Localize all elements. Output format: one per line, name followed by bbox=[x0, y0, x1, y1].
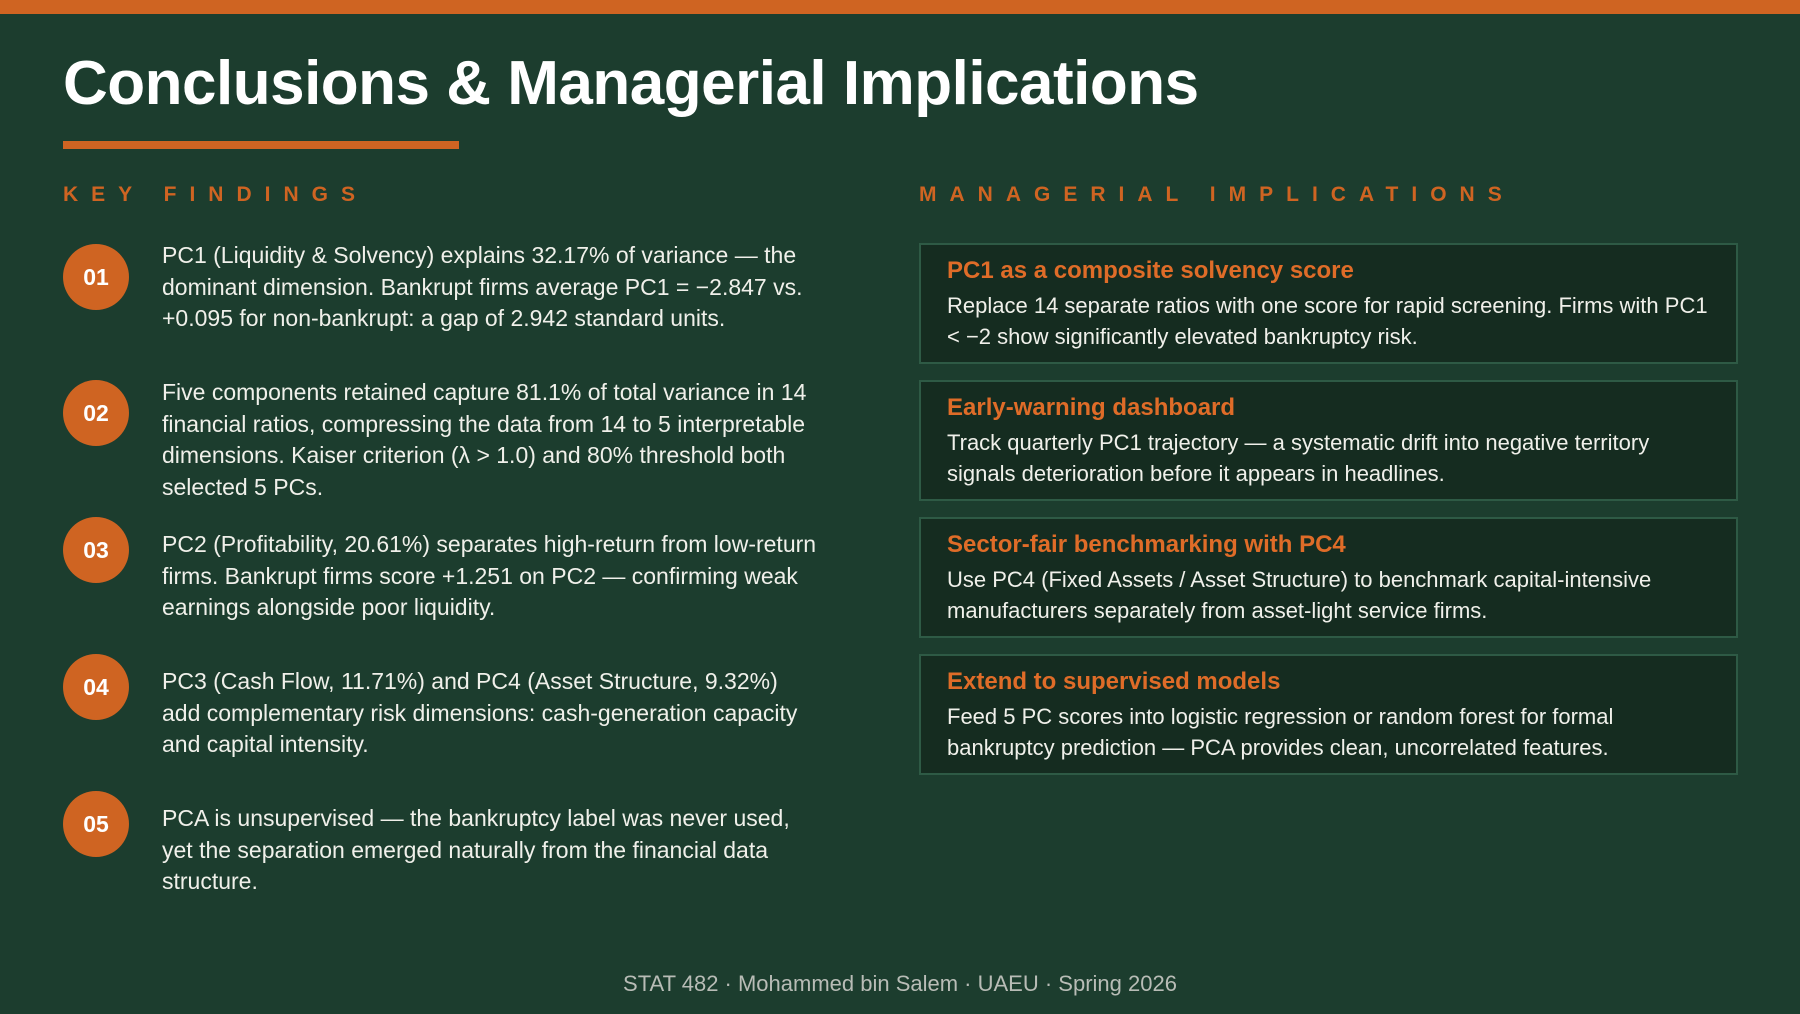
implication-body: Feed 5 PC scores into logistic regression or random forest for formal bankruptcy prediction — PCA provides clean, uncorrelated features. bbox=[947, 704, 1614, 760]
finding-text: PC2 (Profitability, 20.61%) separates high-return from low-return firms. Bankrupt firms score +1.251 on PC2 — confirming weak earnings alongside poor liquidity. bbox=[162, 531, 817, 620]
finding-number-badge: 02 bbox=[63, 380, 129, 446]
implication-card-4 bbox=[919, 654, 1738, 775]
slide-title: Conclusions & Managerial Implications bbox=[63, 49, 1199, 118]
finding-text: PCA is unsupervised — the bankruptcy label was never used, yet the separation emerged naturally from the financial data structure. bbox=[162, 805, 790, 894]
implication-title: Sector-fair benchmarking with PC4 bbox=[947, 531, 1346, 558]
implication-card-3 bbox=[919, 517, 1738, 638]
finding-number-badge: 04 bbox=[63, 654, 129, 720]
implication-title: Early-warning dashboard bbox=[947, 394, 1236, 421]
implication-card-1 bbox=[919, 243, 1738, 364]
implication-card-2 bbox=[919, 380, 1738, 501]
title-underline bbox=[63, 141, 459, 149]
finding-text: PC3 (Cash Flow, 11.71%) and PC4 (Asset Structure, 9.32%) add complementary risk dimensions: cash-generation capacity and capital intensity. bbox=[162, 668, 798, 757]
slide-footer: STAT 482 · Mohammed bin Salem · UAEU · Spring 2026 bbox=[623, 971, 1177, 996]
implication-body: Replace 14 separate ratios with one score for rapid screening. Firms with PC1 < −2 show significantly elevated bankruptcy risk. bbox=[947, 293, 1708, 349]
finding-text: Five components retained capture 81.1% of total variance in 14 financial ratios, compressing the data from 14 to 5 interpretable dimensions. Kaiser criterion (λ > 1.0) and 80% threshold both selected 5 PCs. bbox=[162, 379, 807, 500]
key-findings-heading: KEY FINDINGS bbox=[63, 183, 368, 206]
top-accent-bar bbox=[0, 0, 1800, 14]
finding-number-badge: 03 bbox=[63, 517, 129, 583]
finding-number-badge: 05 bbox=[63, 791, 129, 857]
finding-text: PC1 (Liquidity & Solvency) explains 32.17% of variance — the dominant dimension. Bankrupt firms average PC1 = −2.847 vs. +0.095 for non-bankrupt: a gap of 2.942 standard units. bbox=[162, 242, 803, 331]
finding-number-badge: 01 bbox=[63, 244, 129, 310]
implication-body: Use PC4 (Fixed Assets / Asset Structure) to benchmark capital-intensive manufacturers separately from asset-light service firms. bbox=[947, 567, 1652, 623]
implication-title: PC1 as a composite solvency score bbox=[947, 257, 1354, 284]
implication-body: Track quarterly PC1 trajectory — a systematic drift into negative territory signals deterioration before it appears in headlines. bbox=[947, 430, 1650, 486]
implication-title: Extend to supervised models bbox=[947, 668, 1281, 695]
managerial-implications-heading: MANAGERIAL IMPLICATIONS bbox=[919, 183, 1515, 206]
